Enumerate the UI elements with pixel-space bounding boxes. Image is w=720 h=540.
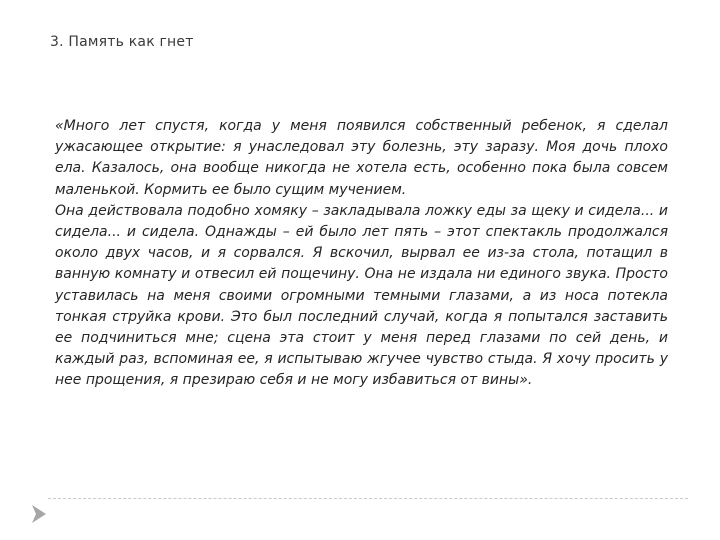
body-paragraph-1: «Много лет спустя, когда у меня появился собственный ребенок, я сделал ужасающее открытие: я унаследовал эту болезнь, эту заразу. Моя дочь плохо ела. Казалось, она вообще никогда не хотела есть, особенно пока была совсем маленькой. Кормить ее было сущим мучением. bbox=[55, 118, 668, 198]
body-paragraph-2: Она действовала подобно хомяку – закладывала ложку еды за щеку и сидела... и сидела... и сидела. Однажды – ей было лет пять – этот спектакль продолжался около двух часов, и я сорвался. Я вскочил, вырвал ее из-за стола, потащил в ванную комнату и отвесил ей пощечину. Она не издала ни единого звука. Просто уставилась на меня своими огромными темными глазами, а из носа потекла тонкая струйка крови. Это был последний случай, когда я попытался заставить ее подчиниться мне; сцена эта стоит у меня перед глазами по сей день, и каждый раз, вспоминая ее, я испытываю жгучее чувство стыда. Я хочу просить у нее прощения, я презираю себя и не могу избавиться от вины». bbox=[55, 202, 668, 389]
slide-body bbox=[55, 116, 668, 392]
chevron-right-icon bbox=[30, 503, 48, 525]
slide-title: 3. Память как гнет bbox=[50, 34, 194, 50]
footer-divider bbox=[48, 498, 688, 499]
